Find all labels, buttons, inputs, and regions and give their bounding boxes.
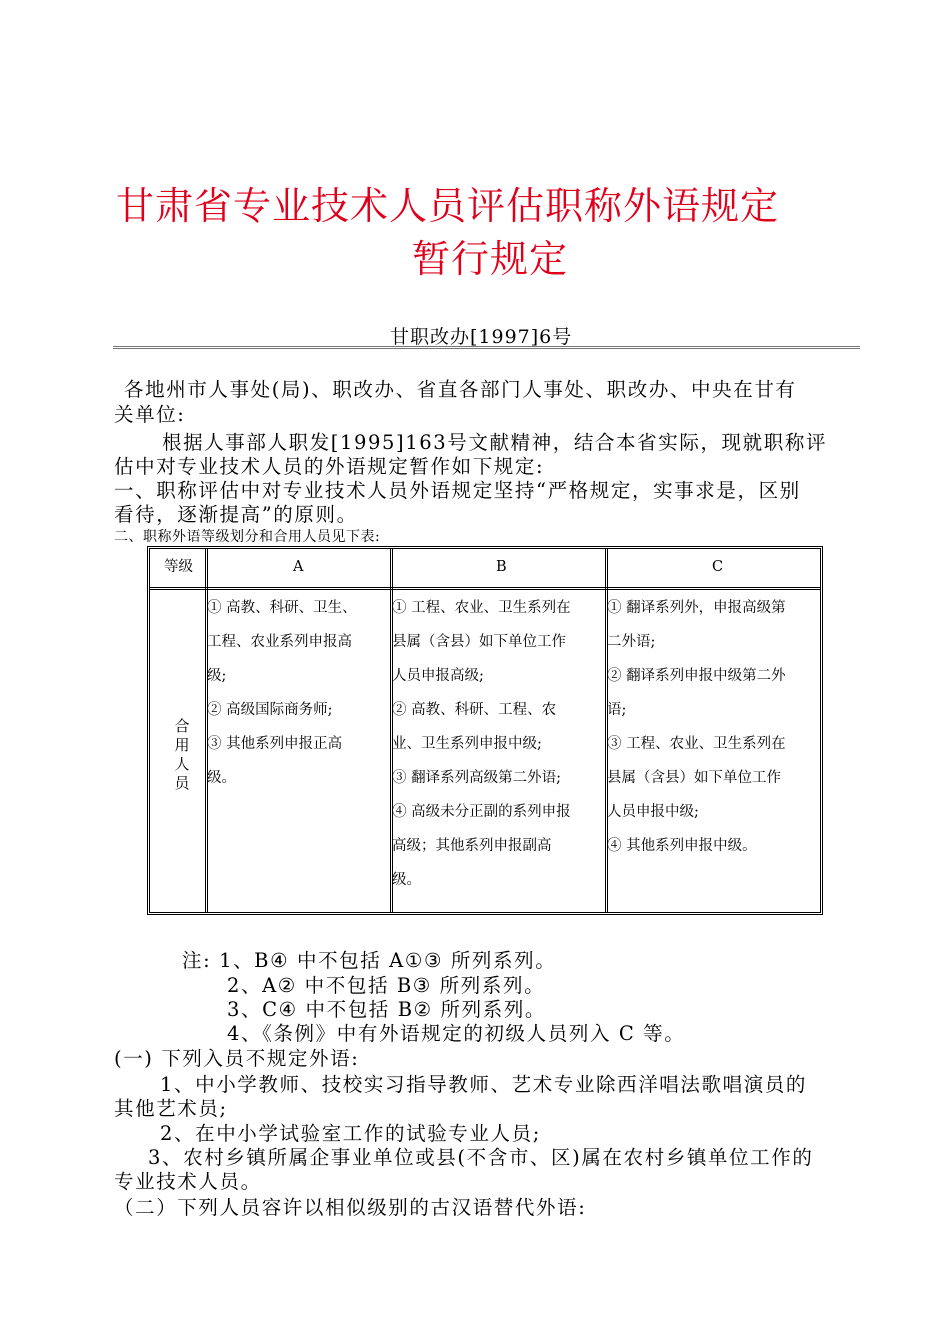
body-paragraph-3-line-2: 看待，逐渐提高”的原则。 — [114, 503, 358, 526]
table-cell-line: 人员申报高级; — [392, 668, 484, 684]
table-cell-line: ③ 其他系列申报正高 — [207, 736, 343, 752]
table-header-a: A — [293, 559, 304, 575]
table-cell-line: ③ 翻译系列高级第二外语; — [392, 770, 561, 786]
body-paragraph-3-line-1: 一、职称评估中对专业技术人员外语规定坚持“严格规定，实事求是，区别 — [114, 479, 801, 502]
document-number: 甘职改办[1997]6号 — [390, 326, 573, 348]
section-1-item-1-line-2: 其他艺术员; — [114, 1097, 228, 1120]
table-cell-line: 高级；其他系列申报副高 — [392, 838, 552, 854]
table-cell-line: ② 高教、科研、工程、农 — [392, 702, 557, 718]
body-paragraph-2-line-1: 根据人事部人职发[1995]163号文献精神，结合本省实际，现就职称评 — [162, 431, 828, 454]
document-title-line2: 暂行规定 — [412, 237, 569, 281]
table-cell-line: 级。 — [392, 872, 421, 888]
table-cell-line: ① 工程、农业、卫生系列在 — [392, 600, 571, 616]
note-3: 3、C④ 中不包括 B② 所列系列。 — [227, 998, 547, 1021]
table-header-c: C — [712, 559, 724, 575]
section-2-heading: （二）下列人员容许以相似级别的古汉语替代外语: — [114, 1196, 587, 1219]
body-paragraph-1-line-2: 关单位: — [114, 403, 186, 426]
section-1-item-3-line-1: 3、农村乡镇所属企事业单位或县(不含市、区)属在农村乡镇单位工作的 — [148, 1146, 814, 1169]
language-grade-table — [147, 546, 823, 915]
table-cell-line: ① 翻译系列外，申报高级第 — [607, 600, 786, 616]
body-paragraph-4: 二、职称外语等级划分和合用人员见下表: — [114, 529, 381, 545]
table-header-grade: 等级 — [164, 559, 193, 575]
table-cell-line: 二外语; — [607, 634, 656, 650]
table-cell-line: ④ 其他系列申报中级。 — [607, 838, 757, 854]
table-cell-line: ② 高级国际商务师; — [207, 702, 333, 718]
table-cell-line: 级。 — [207, 770, 236, 786]
section-1-item-1-line-1: 1、中小学教师、技校实习指导教师、艺术专业除西洋唱法歌唱演员的 — [160, 1073, 808, 1096]
table-cell-line: 业、卫生系列申报中级; — [392, 736, 542, 752]
section-1-item-2: 2、在中小学试验室工作的试验专业人员; — [160, 1122, 541, 1145]
table-cell-line: ② 翻译系列申报中级第二外 — [607, 668, 786, 684]
body-paragraph-2-line-2: 估中对专业技术人员的外语规定暂作如下规定: — [114, 455, 545, 478]
table-row-label: 合 用 人 员 — [174, 717, 190, 792]
table-header-b: B — [496, 559, 507, 575]
table-cell-line: 语; — [607, 702, 627, 718]
body-paragraph-1-line-1: 各地州市人事处(局)、职改办、省直各部门人事处、职改办、中央在甘有 — [124, 378, 797, 401]
table-cell-line: ③ 工程、农业、卫生系列在 — [607, 736, 786, 752]
table-cell-line: ① 高教、科研、卫生、 — [207, 600, 357, 616]
table-cell-line: 工程、农业系列申报高 — [207, 634, 352, 650]
table-cell-line: ④ 高级未分正副的系列申报 — [392, 804, 571, 820]
note-1: 注: 1、B④ 中不包括 A①③ 所列系列。 — [182, 949, 557, 972]
section-1-heading: (一) 下列入员不规定外语: — [114, 1047, 360, 1070]
section-1-item-3-line-2: 专业技术人员。 — [114, 1170, 262, 1193]
table-cell-line: 级; — [207, 668, 227, 684]
note-4: 4、《条例》中有外语规定的初级人员列入 C 等。 — [227, 1022, 686, 1045]
note-2: 2、A② 中不包括 B③ 所列系列。 — [227, 974, 546, 997]
table-cell-line: 县属（含县）如下单位工作 — [392, 634, 566, 650]
table-divider-header — [150, 587, 820, 590]
document-title-line1: 甘肃省专业技术人员评估职称外语规定 — [116, 184, 780, 228]
title-divider — [113, 346, 860, 349]
table-cell-line: 人员申报中级; — [607, 804, 699, 820]
table-cell-line: 县属（含县）如下单位工作 — [607, 770, 781, 786]
